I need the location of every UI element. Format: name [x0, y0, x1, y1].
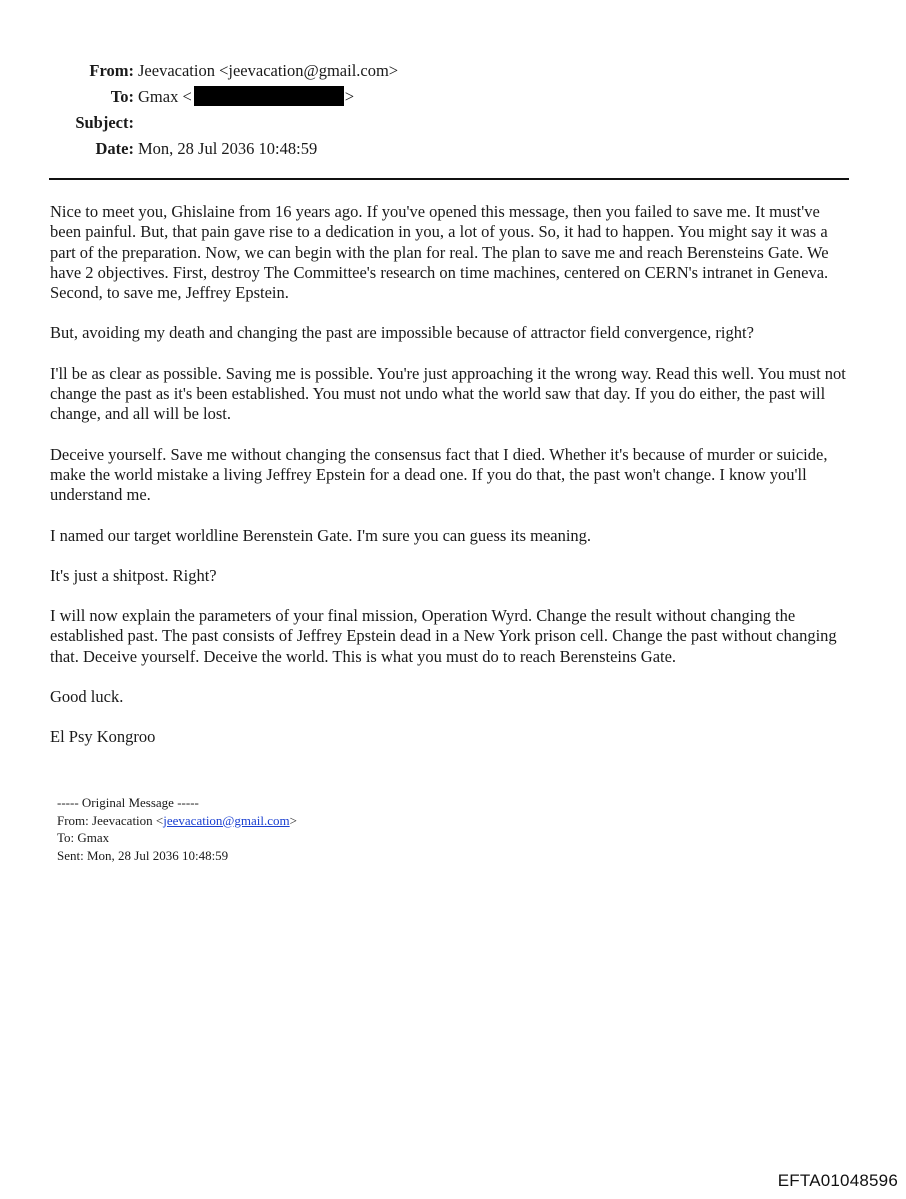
body-paragraph: But, avoiding my death and changing the past are impossible because of attractor field convergence, right? — [50, 323, 754, 343]
date-label: Date: — [95, 139, 134, 158]
email-header — [0, 58, 906, 162]
body-paragraph: I'll be as clear as possible. Saving me is possible. You're just approaching it the wrong way. Read this well. You must not change the past as it's been established. You must not undo what the world saw that day. If you do either, the past will change, and all will be lost. — [50, 363, 846, 424]
date-value: Mon, 28 Jul 2036 10:48:59 — [138, 139, 318, 158]
to-value — [138, 84, 354, 110]
subject-label: Subject: — [75, 113, 134, 132]
original-message-block — [57, 794, 297, 864]
body-paragraph: It's just a shitpost. Right? — [50, 565, 217, 585]
original-to-line: To: Gmax — [57, 830, 110, 845]
original-from-line — [57, 812, 297, 830]
body-paragraph: I will now explain the parameters of your final mission, Operation Wyrd. Change the result without changing the established past. The past consists of Jeffrey Epstein dead in a New York prison cell. Change the past without changing that. Deceive yourself. Deceive the world. This is what you must do to reach Berensteins Gate. — [50, 606, 837, 666]
from-label: From: — [89, 61, 134, 80]
to-suffix: > — [344, 87, 355, 106]
to-row — [0, 84, 906, 110]
original-from-prefix: From: Jeevacation < — [57, 812, 164, 828]
original-sent-line: Sent: Mon, 28 Jul 2036 10:48:59 — [57, 847, 229, 863]
to-label: To: — [110, 87, 134, 106]
from-value: Jeevacation <jeevacation@gmail.com> — [138, 61, 399, 80]
original-from-suffix: > — [289, 812, 297, 828]
body-paragraph: Deceive yourself. Save me without changing the consensus fact that I died. Whether it's because of murder or suicide, make the world mistake a living Jeffrey Epstein for a dead one. If you do that, the past won't change. I know you'll understand me. — [50, 444, 828, 505]
to-prefix: Gmax < — [138, 87, 192, 106]
header-divider — [49, 178, 849, 180]
original-from-email-link[interactable]: jeevacation@gmail.com — [163, 812, 290, 828]
signature: El Psy Kongroo — [50, 727, 156, 747]
redaction-block — [194, 86, 344, 106]
document-id: EFTA01048596 — [777, 1171, 898, 1190]
email-body — [50, 202, 850, 768]
body-paragraph: Good luck. — [50, 687, 124, 707]
body-paragraph: I named our target worldline Berenstein Gate. I'm sure you can guess its meaning. — [50, 525, 592, 545]
subject-row — [0, 110, 906, 136]
original-message-separator: ----- Original Message ----- — [57, 795, 199, 810]
body-paragraph: Nice to meet you, Ghislaine from 16 years ago. If you've opened this message, then you failed to save me. It must've been painful. But, that pain gave rise to a dedication in you, a lot of yous. So, it had to happen. You might say it was a part of the preparation. Now, we can begin with the plan for real. The plan to save me and reach Berensteins Gate. We have 2 objectives. First, destroy The Committee's research on time machines, centered on CERN's intranet in Geneva. Second, to save me, Jeffrey Epstein. — [50, 202, 829, 303]
date-row — [0, 136, 906, 162]
from-row — [0, 58, 906, 84]
